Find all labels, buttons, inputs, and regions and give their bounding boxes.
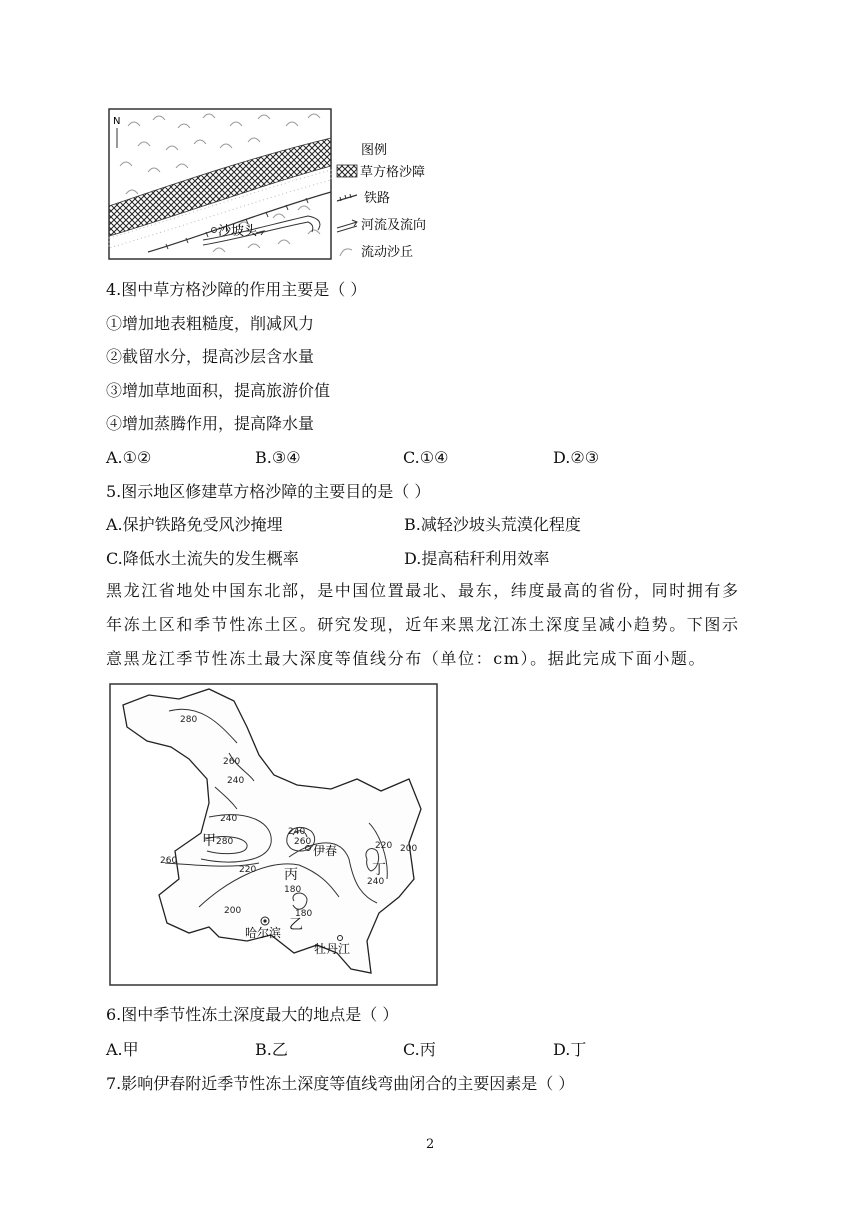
q4-option-d[interactable]: D.②③ (553, 448, 600, 467)
contour-label: 260 (160, 856, 178, 866)
contour-label: 240 (288, 827, 306, 837)
sand-barrier-map (108, 106, 440, 266)
q7-stem: 7.影响伊春附近季节性冻土深度等值线弯曲闭合的主要因素是（ ） (106, 1074, 575, 1093)
q6-option-c[interactable]: C.丙 (403, 1040, 436, 1059)
q5-option-a[interactable]: A.保护铁路免受风沙掩埋 (106, 515, 283, 534)
point-ding: 丁 (372, 862, 386, 878)
north-label: N (113, 116, 121, 127)
q6-stem: 6.图中季节性冻土深度最大的地点是（ ） (106, 1005, 399, 1024)
page-number: 2 (426, 1137, 435, 1152)
frozen-soil-figure (109, 683, 438, 986)
q4-option-c[interactable]: C.①④ (403, 448, 449, 467)
contour-label: 180 (284, 885, 302, 895)
contour-label: 280 (180, 715, 198, 725)
contour-label: 220 (375, 841, 393, 851)
q5-option-d[interactable]: D.提高秸秆利用效率 (404, 549, 550, 568)
q4-statement-4: ④增加蒸腾作用，提高降水量 (106, 414, 315, 433)
contour-label: 200 (400, 844, 418, 854)
contour-label: 260 (294, 837, 312, 847)
q4-option-a[interactable]: A.①② (106, 448, 152, 467)
q4-statement-2: ②截留水分，提高沙层含水量 (106, 347, 315, 366)
legend-item-railway: 铁路 (364, 191, 391, 206)
city-yichun: 伊春 (313, 844, 338, 858)
q6-option-b[interactable]: B.乙 (255, 1040, 288, 1059)
contour-label: 240 (367, 877, 385, 887)
city-mudanjiang: 牡丹江 (314, 942, 351, 956)
contour-label: 200 (224, 906, 242, 916)
contour-label: 240 (220, 814, 238, 824)
point-jia: 甲 (202, 833, 216, 849)
legend-barrier-swatch (337, 165, 357, 177)
point-bing: 丙 (284, 867, 298, 883)
place-label: 沙坡头 (218, 224, 258, 239)
frozen-soil-map (109, 683, 438, 986)
contour-label: 180 (295, 909, 313, 919)
q4-statement-3: ③增加草地面积，提高旅游价值 (106, 381, 331, 400)
contour-label: 280 (216, 837, 234, 847)
contour-label: 220 (239, 865, 257, 875)
passage-text: 黑龙江省地处中国东北部，是中国位置最北、最东，纬度最高的省份，同时拥有多年冻土区和季节性冻土区。研究发现，近年来黑龙江冻土深度呈减小趋势。下图示意黑龙江季节性冻土最大深度等值线分布（单位：cm）。据此完成下面小题。 (106, 581, 740, 668)
sand-barrier-figure (108, 106, 440, 266)
contour-label: 260 (223, 757, 241, 767)
legend-dune-icon (340, 249, 352, 256)
city-harbin: 哈尔滨 (245, 926, 282, 940)
legend-title: 图例 (361, 143, 388, 158)
legend-item-river: 河流及流向 (361, 218, 427, 233)
map-legend (337, 143, 426, 260)
q6-option-d[interactable]: D.丁 (553, 1040, 587, 1059)
q4-option-b[interactable]: B.③④ (255, 448, 301, 467)
q5-option-b[interactable]: B.减轻沙坡头荒漠化程度 (404, 515, 581, 534)
q5-stem: 5.图示地区修建草方格沙障的主要目的是（ ） (106, 482, 431, 501)
q4-statement-1: ①增加地表粗糙度，削减风力 (106, 314, 315, 333)
legend-item-barrier: 草方格沙障 (360, 165, 426, 180)
q4-stem: 4.图中草方格沙障的作用主要是（ ） (106, 280, 367, 299)
point-yi: 乙 (289, 917, 303, 933)
contour-label: 240 (227, 776, 245, 786)
q6-option-a[interactable]: A.甲 (106, 1040, 139, 1059)
legend-item-dune: 流动沙丘 (361, 245, 414, 260)
legend-river-icon (337, 220, 357, 232)
q5-option-c[interactable]: C.降低水土流失的发生概率 (106, 549, 299, 568)
